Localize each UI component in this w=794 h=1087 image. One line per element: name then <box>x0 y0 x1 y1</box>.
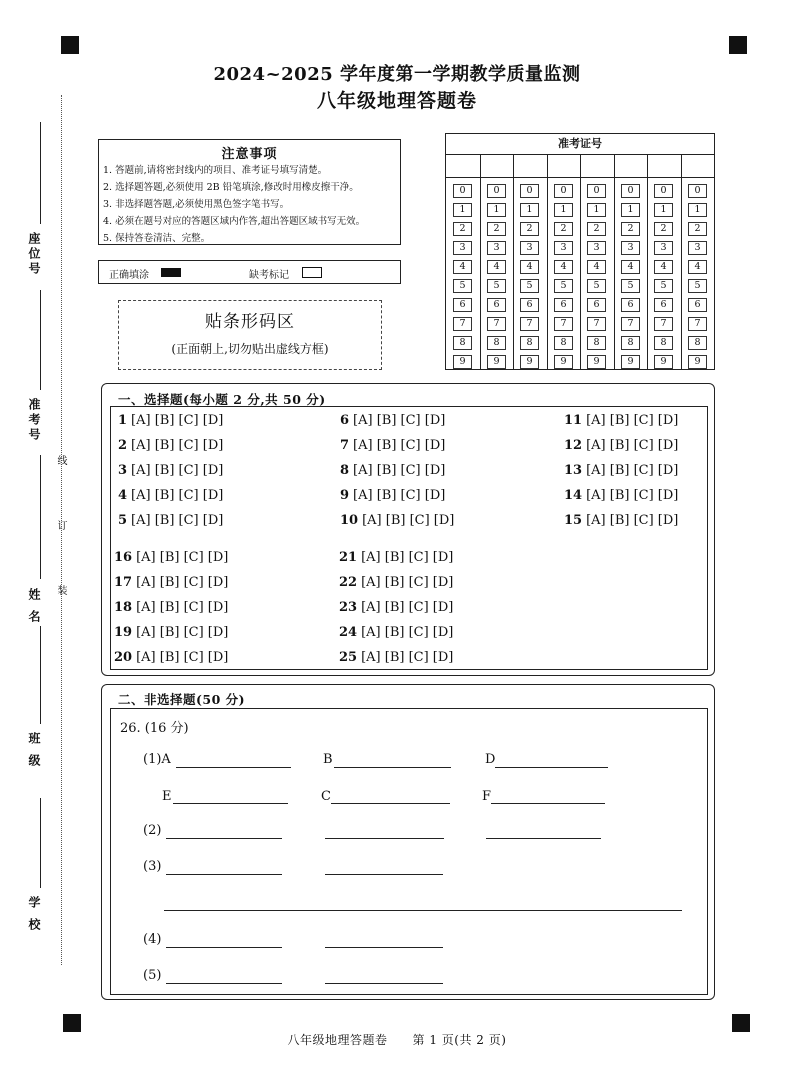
answer-options[interactable]: [A] [B] [C] [D] <box>353 463 446 478</box>
sheet-title: 八年级地理答题卷 <box>316 90 477 112</box>
grid-column-divider <box>513 155 514 369</box>
admission-digit-bubble[interactable]: 8 <box>688 336 707 350</box>
answer-options[interactable]: [A] [B] [C] [D] <box>131 513 224 528</box>
admission-digit-bubble[interactable]: 9 <box>487 355 506 369</box>
admission-digit-bubble[interactable]: 1 <box>520 203 539 217</box>
q26-1-b-label: B <box>323 752 333 767</box>
choice-question-7[interactable] <box>340 438 445 453</box>
admission-digit-bubble[interactable]: 1 <box>654 203 673 217</box>
choice-question-19[interactable] <box>114 625 228 640</box>
admission-title: 准考证号 <box>446 134 714 155</box>
admission-digit-bubble[interactable]: 8 <box>654 336 673 350</box>
answer-options[interactable]: [A] [B] [C] [D] <box>586 488 679 503</box>
admission-digit-bubble[interactable]: 1 <box>453 203 472 217</box>
admission-digit-bubble[interactable]: 0 <box>654 184 673 198</box>
school-label: 学校 <box>27 896 41 940</box>
class-fill-line <box>40 626 41 724</box>
answer-line[interactable] <box>325 838 444 839</box>
question-number: 17 <box>114 575 133 590</box>
answer-options[interactable]: [A] [B] [C] [D] <box>361 550 454 565</box>
admission-digit-bubble[interactable]: 0 <box>487 184 506 198</box>
admission-digit-bubble[interactable]: 7 <box>688 317 707 331</box>
admission-digit-bubble[interactable]: 5 <box>520 279 539 293</box>
admission-digit-bubble[interactable]: 2 <box>554 222 573 236</box>
page-footer: 八年级地理答题卷 第 1 页(共 2 页) <box>287 1033 507 1047</box>
admission-digit-bubble[interactable]: 1 <box>621 203 640 217</box>
q26-1-a-label: (1)A <box>143 752 171 767</box>
answer-options[interactable]: [A] [B] [C] [D] <box>353 438 446 453</box>
answer-options[interactable]: [A] [B] [C] [D] <box>136 650 229 665</box>
answer-options[interactable]: [A] [B] [C] [D] <box>136 600 229 615</box>
admission-digit-bubble[interactable]: 6 <box>453 298 472 312</box>
notice-item: 1. 答题前,请将密封线内的项目、准考证号填写清楚。 <box>103 165 328 176</box>
answer-options[interactable]: [A] [B] [C] [D] <box>586 438 679 453</box>
correct-fill-label: 正确填涂 <box>109 270 149 281</box>
admission-digit-bubble[interactable]: 9 <box>621 355 640 369</box>
binding-dotted-line <box>61 95 62 965</box>
admission-digit-bubble[interactable]: 1 <box>688 203 707 217</box>
q26-1-f-label: F <box>482 789 492 804</box>
question-number: 21 <box>339 550 358 565</box>
exam-no-fill-line <box>40 290 41 390</box>
registration-marker <box>63 1014 81 1032</box>
admission-digit-bubble[interactable]: 7 <box>587 317 606 331</box>
q26-answer-area <box>110 708 708 995</box>
admission-digit-bubble[interactable]: 5 <box>453 279 472 293</box>
answer-line[interactable] <box>334 767 451 768</box>
admission-digit-bubble[interactable]: 3 <box>487 241 506 255</box>
notice-box <box>98 139 401 245</box>
question-number: 13 <box>564 463 583 478</box>
choice-question-4[interactable] <box>118 488 223 503</box>
admission-digit-bubble[interactable]: 8 <box>520 336 539 350</box>
answer-options[interactable]: [A] [B] [C] [D] <box>586 413 679 428</box>
admission-digit-bubble[interactable]: 5 <box>587 279 606 293</box>
admission-digit-bubble[interactable]: 7 <box>520 317 539 331</box>
choice-question-24[interactable] <box>339 625 453 640</box>
choice-question-1[interactable] <box>118 413 223 428</box>
question-number: 7 <box>340 438 350 453</box>
admission-digit-bubble[interactable]: 6 <box>554 298 573 312</box>
bind-char-bind: 装 <box>55 585 66 595</box>
admission-digit-bubble[interactable]: 0 <box>554 184 573 198</box>
admission-digit-bubble[interactable]: 6 <box>587 298 606 312</box>
choice-question-3[interactable] <box>118 463 223 478</box>
exam-no-label: 准考号 <box>27 398 41 443</box>
admission-digit-bubble[interactable]: 9 <box>453 355 472 369</box>
admission-digit-bubble[interactable]: 0 <box>520 184 539 198</box>
answer-options[interactable]: [A] [B] [C] [D] <box>131 413 224 428</box>
question-number: 22 <box>339 575 358 590</box>
answer-options[interactable]: [A] [B] [C] [D] <box>131 463 224 478</box>
choice-question-15[interactable] <box>564 513 678 528</box>
choice-question-23[interactable] <box>339 600 453 615</box>
barcode-area[interactable] <box>118 300 382 370</box>
answer-options[interactable]: [A] [B] [C] [D] <box>136 550 229 565</box>
admission-digit-bubble[interactable]: 5 <box>487 279 506 293</box>
bind-char-line: 线 <box>55 455 66 465</box>
grid-column-divider <box>480 155 481 369</box>
admission-digit-bubble[interactable]: 0 <box>587 184 606 198</box>
choice-question-21[interactable] <box>339 550 453 565</box>
admission-digit-bubble[interactable]: 3 <box>520 241 539 255</box>
admission-digit-bubble[interactable]: 6 <box>688 298 707 312</box>
answer-options[interactable]: [A] [B] [C] [D] <box>361 650 454 665</box>
answer-line[interactable] <box>166 874 282 875</box>
admission-digit-bubble[interactable]: 7 <box>487 317 506 331</box>
answer-line[interactable] <box>495 767 608 768</box>
grid-column-divider <box>614 155 615 369</box>
admission-digit-bubble[interactable]: 7 <box>654 317 673 331</box>
answer-line[interactable] <box>325 983 443 984</box>
admission-digit-bubble[interactable]: 7 <box>453 317 472 331</box>
question-number: 20 <box>114 650 133 665</box>
answer-options[interactable]: [A] [B] [C] [D] <box>586 513 679 528</box>
admission-digit-bubble[interactable]: 2 <box>453 222 472 236</box>
question-number: 4 <box>118 488 128 503</box>
registration-marker <box>61 36 79 54</box>
answer-options[interactable]: [A] [B] [C] [D] <box>131 488 224 503</box>
question-number: 3 <box>118 463 128 478</box>
choice-question-11[interactable] <box>564 413 678 428</box>
class-label: 班级 <box>27 732 41 776</box>
admission-digit-bubble[interactable]: 2 <box>654 222 673 236</box>
grid-column-divider <box>647 155 648 369</box>
nonchoice-section-title: 二、非选择题(50 分) <box>118 692 246 707</box>
school-fill-line <box>40 798 41 888</box>
admission-digit-bubble[interactable]: 1 <box>554 203 573 217</box>
answer-line[interactable] <box>166 983 282 984</box>
notice-item: 3. 非选择题答题,必须使用黑色签字笔书写。 <box>103 199 290 210</box>
question-number: 10 <box>340 513 359 528</box>
seat-fill-line <box>40 122 41 224</box>
answer-options[interactable]: [A] [B] [C] [D] <box>136 625 229 640</box>
registration-marker <box>729 36 747 54</box>
admission-digit-bubble[interactable]: 3 <box>654 241 673 255</box>
question-number: 15 <box>564 513 583 528</box>
question-number: 2 <box>118 438 128 453</box>
admission-digit-bubble[interactable]: 0 <box>621 184 640 198</box>
grid-column-divider <box>681 155 682 369</box>
answer-line[interactable] <box>173 803 288 804</box>
question-number: 14 <box>564 488 583 503</box>
admission-digit-bubble[interactable]: 4 <box>520 260 539 274</box>
answer-options[interactable]: [A] [B] [C] [D] <box>361 575 454 590</box>
admission-digit-bubble[interactable]: 2 <box>621 222 640 236</box>
admission-digit-bubble[interactable]: 5 <box>621 279 640 293</box>
admission-digit-bubble[interactable]: 9 <box>654 355 673 369</box>
admission-digit-bubble[interactable]: 1 <box>487 203 506 217</box>
answer-line[interactable] <box>166 838 282 839</box>
admission-digit-bubble[interactable]: 6 <box>520 298 539 312</box>
fill-legend <box>98 260 401 284</box>
admission-digit-bubble[interactable]: 1 <box>587 203 606 217</box>
answer-options[interactable]: [A] [B] [C] [D] <box>353 488 446 503</box>
admission-digit-bubble[interactable]: 0 <box>688 184 707 198</box>
admission-digit-bubble[interactable]: 8 <box>587 336 606 350</box>
question-number: 24 <box>339 625 358 640</box>
registration-marker <box>732 1014 750 1032</box>
admission-digit-bubble[interactable]: 9 <box>520 355 539 369</box>
q26-1-e-label: E <box>162 789 172 804</box>
barcode-subtitle: (正面朝上,切勿贴出虚线方框) <box>171 342 329 356</box>
q26-2-label: (2) <box>143 823 162 838</box>
admission-digit-bubble[interactable]: 8 <box>453 336 472 350</box>
absent-mark-checkbox[interactable] <box>302 267 322 278</box>
admission-digit-bubble[interactable]: 8 <box>621 336 640 350</box>
seat-label: 座位号 <box>27 232 41 277</box>
admission-number-grid <box>445 133 715 370</box>
admission-digit-bubble[interactable]: 4 <box>554 260 573 274</box>
name-label: 姓名 <box>27 588 41 632</box>
choice-section-title: 一、选择题(每小题 2 分,共 50 分) <box>118 392 326 407</box>
choice-question-20[interactable] <box>114 650 228 665</box>
admission-digit-bubble[interactable]: 3 <box>587 241 606 255</box>
admission-digit-bubble[interactable]: 9 <box>587 355 606 369</box>
q26-1-c-label: C <box>321 789 331 804</box>
answer-line[interactable] <box>164 910 682 911</box>
notice-title: 注意事项 <box>221 147 278 162</box>
answer-options[interactable]: [A] [B] [C] [D] <box>361 600 454 615</box>
answer-line[interactable] <box>166 947 282 948</box>
admission-digit-bubble[interactable]: 6 <box>654 298 673 312</box>
answer-line[interactable] <box>325 874 443 875</box>
choice-question-9[interactable] <box>340 488 445 503</box>
answer-line[interactable] <box>176 767 291 768</box>
question-number: 23 <box>339 600 358 615</box>
answer-options[interactable]: [A] [B] [C] [D] <box>361 625 454 640</box>
admission-digit-bubble[interactable]: 5 <box>654 279 673 293</box>
admission-digit-bubble[interactable]: 3 <box>621 241 640 255</box>
question-number: 18 <box>114 600 133 615</box>
choice-question-16[interactable] <box>114 550 228 565</box>
admission-digit-bubble[interactable]: 4 <box>688 260 707 274</box>
admission-digit-bubble[interactable]: 5 <box>554 279 573 293</box>
barcode-title: 贴条形码区 <box>205 312 295 332</box>
admission-digit-bubble[interactable]: 2 <box>487 222 506 236</box>
admission-digit-bubble[interactable]: 4 <box>621 260 640 274</box>
notice-item: 4. 必须在题号对应的答题区域内作答,超出答题区域书写无效。 <box>103 216 366 227</box>
question-number: 9 <box>340 488 350 503</box>
choice-question-2[interactable] <box>118 438 223 453</box>
admission-digit-bubble[interactable]: 2 <box>587 222 606 236</box>
question-number: 8 <box>340 463 350 478</box>
grid-column-divider <box>580 155 581 369</box>
absent-mark-label: 缺考标记 <box>249 270 289 281</box>
answer-options[interactable]: [A] [B] [C] [D] <box>136 575 229 590</box>
choice-question-8[interactable] <box>340 463 445 478</box>
bind-char-staple: 订 <box>55 520 66 530</box>
admission-digit-bubble[interactable]: 4 <box>654 260 673 274</box>
admission-digit-bubble[interactable]: 4 <box>587 260 606 274</box>
choice-question-5[interactable] <box>118 513 223 528</box>
admission-digit-bubble[interactable]: 7 <box>554 317 573 331</box>
admission-digit-bubble[interactable]: 4 <box>453 260 472 274</box>
admission-digit-bubble[interactable]: 2 <box>520 222 539 236</box>
question-number: 1 <box>118 413 128 428</box>
choice-question-10[interactable] <box>340 513 454 528</box>
answer-options[interactable]: [A] [B] [C] [D] <box>353 413 446 428</box>
admission-digit-bubble[interactable]: 4 <box>487 260 506 274</box>
choice-question-14[interactable] <box>564 488 678 503</box>
choice-question-12[interactable] <box>564 438 678 453</box>
grid-column-divider <box>547 155 548 369</box>
admission-digit-bubble[interactable]: 2 <box>688 222 707 236</box>
question-number: 11 <box>564 413 583 428</box>
admission-digit-bubble[interactable]: 3 <box>688 241 707 255</box>
answer-line[interactable] <box>325 947 443 948</box>
name-fill-line <box>40 455 41 579</box>
question-number: 25 <box>339 650 358 665</box>
q26-5-label: (5) <box>143 968 162 983</box>
admission-digit-bubble[interactable]: 3 <box>554 241 573 255</box>
admission-digit-bubble[interactable]: 3 <box>453 241 472 255</box>
choice-question-17[interactable] <box>114 575 228 590</box>
admission-digit-bubble[interactable]: 5 <box>688 279 707 293</box>
exam-title: 2024~2025 学年度第一学期教学质量监测 <box>213 64 581 85</box>
notice-item: 2. 选择题答题,必须使用 2B 铅笔填涂,修改时用橡皮擦干净。 <box>103 182 359 193</box>
answer-options[interactable]: [A] [B] [C] [D] <box>131 438 224 453</box>
choice-question-6[interactable] <box>340 413 445 428</box>
admission-digit-bubble[interactable]: 9 <box>554 355 573 369</box>
question-number: 19 <box>114 625 133 640</box>
admission-digit-bubble[interactable]: 8 <box>554 336 573 350</box>
answer-line[interactable] <box>331 803 450 804</box>
question-number: 5 <box>118 513 128 528</box>
admission-digit-bubble[interactable]: 6 <box>621 298 640 312</box>
q26-4-label: (4) <box>143 932 162 947</box>
question-number: 6 <box>340 413 350 428</box>
choice-question-22[interactable] <box>339 575 453 590</box>
answer-line[interactable] <box>486 838 601 839</box>
question-number: 16 <box>114 550 133 565</box>
answer-options[interactable]: [A] [B] [C] [D] <box>362 513 455 528</box>
admission-digit-bubble[interactable]: 9 <box>688 355 707 369</box>
correct-fill-sample <box>161 268 181 277</box>
admission-digit-bubble[interactable]: 6 <box>487 298 506 312</box>
admission-digit-bubble[interactable]: 7 <box>621 317 640 331</box>
answer-options[interactable]: [A] [B] [C] [D] <box>586 463 679 478</box>
question-number: 12 <box>564 438 583 453</box>
admission-digit-bubble[interactable]: 8 <box>487 336 506 350</box>
q26-3-label: (3) <box>143 859 162 874</box>
admission-digit-bubble[interactable]: 0 <box>453 184 472 198</box>
q26-heading: 26. (16 分) <box>120 721 189 736</box>
choice-question-13[interactable] <box>564 463 678 478</box>
q26-1-d-label: D <box>485 752 496 767</box>
choice-question-25[interactable] <box>339 650 453 665</box>
notice-item: 5. 保持答卷清洁、完整。 <box>103 233 211 244</box>
answer-line[interactable] <box>491 803 605 804</box>
choice-question-18[interactable] <box>114 600 228 615</box>
